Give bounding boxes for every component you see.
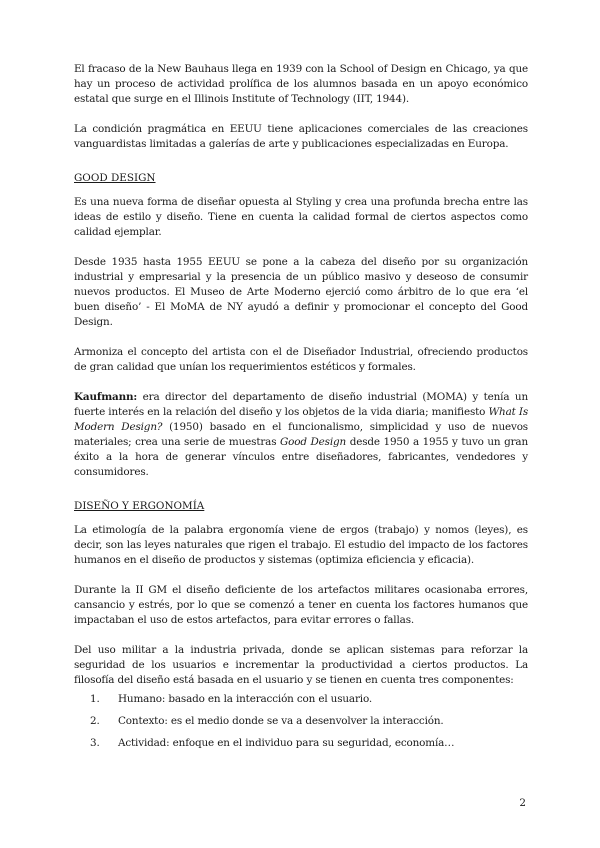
kaufmann-text-1: era director del departamento de diseño industrial (MOMA) y tenía un fuerte interés en la relación del diseño y los objetos de la vida diaria; manifiesto [74,391,528,418]
intro-paragraph-2: La condición pragmática en EEUU tiene aplicaciones comerciales de las creaciones vanguardistas limitadas a galerías de arte y publicaciones especializadas en Europa. [74,123,528,150]
kaufmann-exhibition-title: Good Design [280,436,347,448]
good-design-paragraph-3: Armoniza el concepto del artista con el de Diseñador Industrial, ofreciendo productos de gran calidad que unían los requerimientos estéticos y formales. [74,346,528,373]
kaufmann-name: Kaufmann: [74,391,138,403]
section-heading-ergonomia: DISEÑO Y ERGONOMÍA [74,500,205,512]
list-item [74,736,528,751]
list-item-number: 2. [90,715,100,727]
page-number: 2 [519,797,526,809]
document-page [74,62,528,758]
kaufmann-paragraph [74,390,528,480]
list-item-text: Humano: basado en la interacción con el usuario. [118,693,373,705]
kaufmann-manifesto-title: What Is Modern Design? [74,406,529,433]
list-item-number: 1. [90,693,100,705]
intro-paragraph-1: El fracaso de la New Bauhaus llega en 1939 con la School of Design en Chicago, ya que hay un proceso de actividad prolífica de los alumnos basada en un apoyo económico estatal que surge en el Illinois Institute of Technology (IIT, 1944). [74,63,528,105]
list-item [74,692,528,707]
list-item-number: 3. [90,737,100,749]
components-list [74,692,528,751]
ergonomia-paragraph-3: Del uso militar a la industria privada, donde se aplican sistemas para reforzar la seguridad de los usuarios e incrementar la productividad a ciertos productos. La filosofía del diseño está basada en el usuario y se tienen en cuenta tres componentes: [74,644,528,686]
ergonomia-paragraph-1: La etimología de la palabra ergonomía viene de ergos (trabajo) y nomos (leyes), es decir, son las leyes naturales que rigen el trabajo. El estudio del impacto de los factores humanos en el diseño de productos y sistemas (optimiza eficiencia y eficacia). [74,524,528,566]
good-design-paragraph-1: Es una nueva forma de diseñar opuesta al Styling y crea una profunda brecha entre las ideas de estilo y diseño. Tiene en cuenta la calidad formal de ciertos aspectos como calidad ejemplar. [74,196,528,238]
kaufmann-text-2: (1950) basado en el funcionalismo, simplicidad y uso de nuevos materiales; crea una serie de muestras [74,421,528,448]
section-heading-good-design: GOOD DESIGN [74,172,156,184]
good-design-paragraph-2: Desde 1935 hasta 1955 EEUU se pone a la cabeza del diseño por su organización industrial y empresarial y la presencia de un público masivo y deseoso de consumir nuevos productos. El Museo de Arte Moderno ejerció como árbitro de lo que era ‘el buen diseño’ - El MoMA de NY ayudó a definir y promocionar el concepto del Good Design. [74,256,528,328]
list-item [74,714,528,729]
list-item-text: Contexto: es el medio donde se va a desenvolver la interacción. [118,715,444,727]
ergonomia-paragraph-2: Durante la II GM el diseño deficiente de los artefactos militares ocasionaba errores, cansancio y estrés, por lo que se comenzó a tener en cuenta los factores humanos que impactaban el uso de estos artefactos, para evitar errores o fallas. [74,584,528,626]
list-item-text: Actividad: enfoque en el individuo para su seguridad, economía… [118,737,455,749]
kaufmann-text-3: desde 1950 a 1955 y tuvo un gran éxito a la hora de generar vínculos entre diseñadores, fabricantes, vendedores y consumidores. [74,436,528,478]
